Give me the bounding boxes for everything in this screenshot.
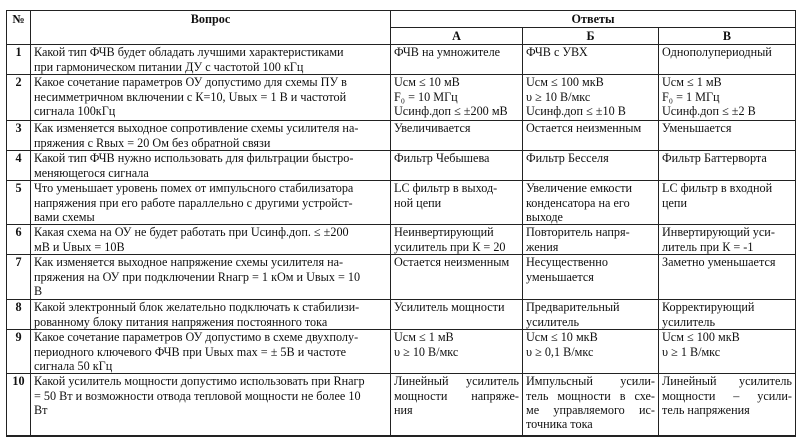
answer-a <box>391 255 523 300</box>
question-text <box>31 300 391 330</box>
question-text-line: Какое сочетание параметров ОУ допустимо для схемы ПУ в <box>34 75 347 90</box>
answer-a-line: ния <box>394 402 413 417</box>
answer-c-line: Заметно уменьшается <box>662 255 776 270</box>
header-answer-a: А <box>391 28 523 45</box>
question-text <box>31 75 391 121</box>
answer-a <box>391 121 523 151</box>
answer-b-line: Uсм ≤ 10 мкВ <box>526 330 598 345</box>
word: ис- <box>639 402 655 417</box>
answer-c <box>659 255 796 300</box>
answer-b-line: Несущественно <box>526 255 608 270</box>
question-number: 10 <box>7 374 31 436</box>
answer-c <box>659 225 796 255</box>
question-number: 9 <box>7 330 31 374</box>
word: усилитель <box>738 374 792 389</box>
header-number: № <box>7 11 31 45</box>
word: Линейный <box>394 374 449 389</box>
answer-b-line <box>526 403 655 417</box>
answer-a-line: ной цепи <box>394 195 442 210</box>
answer-c-line: F₀ = 1 МГц <box>662 89 720 104</box>
word: мощности <box>394 388 448 403</box>
answer-a-line: Uсм ≤ 10 мВ <box>394 75 460 90</box>
word: усили- <box>620 374 655 389</box>
answer-a <box>391 151 523 181</box>
answer-b <box>523 151 659 181</box>
answer-b-line: уменьшается <box>526 269 594 284</box>
question-text-line: Что уменьшает уровень помех от импульсного стабилизатора <box>34 181 354 196</box>
answer-c <box>659 330 796 374</box>
answer-b-line: Повторитель напря- <box>526 225 630 240</box>
answer-a <box>391 300 523 330</box>
answer-b <box>523 181 659 225</box>
word: Импульсный <box>526 374 593 389</box>
answer-a-line: LC фильтр в выход- <box>394 181 498 196</box>
question-number: 1 <box>7 45 31 75</box>
answer-a <box>391 45 523 75</box>
answer-b-line: Остается неизменным <box>526 121 642 136</box>
table-row <box>7 225 796 255</box>
answer-b-line: жения <box>526 239 559 254</box>
word: Линейный <box>662 374 717 389</box>
question-text <box>31 181 391 225</box>
answer-c <box>659 374 796 436</box>
answer-b <box>523 300 659 330</box>
question-text <box>31 45 391 75</box>
answer-c <box>659 45 796 75</box>
answer-c-line: литель при К = -1 <box>662 239 754 254</box>
answer-c-line: Uсинф.доп ≤ ±2 В <box>662 103 756 118</box>
answer-c-line: Однополупериодный <box>662 45 772 60</box>
table-row <box>7 255 796 300</box>
answer-c-line: υ ≥ 1 В/мкс <box>662 344 721 359</box>
answer-c <box>659 181 796 225</box>
answer-a-line: F₀ = 10 МГц <box>394 89 458 104</box>
word: управляемого <box>553 402 625 417</box>
answer-b <box>523 121 659 151</box>
question-text-line: периодного ключевого ФЧВ при Uвых max = ± 5В и частоте <box>34 344 347 359</box>
header-answer-b: Б <box>523 28 659 45</box>
question-text-line: Вт <box>34 402 48 417</box>
question-text-line: Как изменяется выходное сопротивление схемы усилителя на- <box>34 121 359 136</box>
word: тель <box>526 388 549 403</box>
answer-b <box>523 45 659 75</box>
question-text-line: несимметричном включении с К=10, Uвых = 1 В и частотой <box>34 89 347 104</box>
answer-b-line: ФЧВ с УВХ <box>526 45 588 60</box>
word: напряже- <box>471 388 519 403</box>
answer-c <box>659 121 796 151</box>
table-body <box>7 45 796 436</box>
answer-b-line: выходе <box>526 209 563 224</box>
answer-c-line: Uсм ≤ 1 мВ <box>662 75 722 90</box>
question-number: 3 <box>7 121 31 151</box>
table-row <box>7 121 796 151</box>
question-text-line: сигнала 100кГц <box>34 103 116 118</box>
word: в <box>619 388 626 403</box>
answer-c-line: тель напряжения <box>662 402 750 417</box>
word: усилитель <box>465 374 519 389</box>
header-row <box>7 11 796 28</box>
answer-a-line: Uсинф.доп ≤ ±200 мВ <box>394 103 508 118</box>
answer-b-line: усилитель <box>526 314 580 329</box>
question-text-line: В <box>34 283 43 298</box>
word: мощности <box>662 388 716 403</box>
answer-c-line: Уменьшается <box>662 121 732 136</box>
table-row <box>7 330 796 374</box>
answer-b-line: Фильтр Бесселя <box>526 151 609 166</box>
question-text <box>31 374 391 436</box>
answer-b-line: Uсинф.доп ≤ ±10 В <box>526 103 626 118</box>
table-row <box>7 75 796 121</box>
answer-b-line: Увеличение емкости <box>526 181 633 196</box>
answer-a-line: Остается неизменным <box>394 255 510 270</box>
answer-c <box>659 75 796 121</box>
table-row <box>7 45 796 75</box>
answer-b <box>523 225 659 255</box>
answer-b-line: точника тока <box>526 417 593 432</box>
question-text <box>31 121 391 151</box>
question-text-line: пряжения на ОУ при подключении Rнагр = 1 кОм и Uвых = 10 <box>34 269 361 284</box>
question-text <box>31 330 391 374</box>
answer-c-line: Корректирующий <box>662 300 755 315</box>
answer-a <box>391 330 523 374</box>
answer-a <box>391 374 523 436</box>
answer-c-line: Uсм ≤ 100 мкВ <box>662 330 740 345</box>
answer-c-line: цепи <box>662 195 687 210</box>
answer-b <box>523 255 659 300</box>
answer-a-line: Увеличивается <box>394 121 471 136</box>
table-row <box>7 374 796 436</box>
answer-c-line: усилитель <box>662 314 716 329</box>
answer-a-line: Неинвертирующий <box>394 225 494 240</box>
question-number: 8 <box>7 300 31 330</box>
question-number: 2 <box>7 75 31 121</box>
questions-table <box>6 10 796 437</box>
answer-b <box>523 75 659 121</box>
table-row <box>7 181 796 225</box>
answer-a-line: υ ≥ 10 В/мкс <box>394 344 459 359</box>
header-answers: Ответы <box>391 11 796 28</box>
question-text-line: напряжения при его работе параллельно с другими устройст- <box>34 195 353 210</box>
answer-b <box>523 374 659 436</box>
table-row <box>7 300 796 330</box>
answer-a-line: Фильтр Чебышева <box>394 151 490 166</box>
answer-c-line <box>662 389 792 403</box>
question-text-line: рованному блоку питания напряжения постоянного тока <box>34 314 328 329</box>
answer-a <box>391 75 523 121</box>
question-text-line: Какой тип ФЧВ нужно использовать для фильтрации быстро- <box>34 151 354 166</box>
answer-c-line: Инвертирующий уси- <box>662 225 775 240</box>
word: схе- <box>634 388 655 403</box>
table-row <box>7 151 796 181</box>
answer-b-line: Предварительный <box>526 300 620 315</box>
answer-a-line: Усилитель мощности <box>394 300 505 315</box>
question-text-line: при гармоническом питании ДУ с частотой 100 кГц <box>34 59 304 74</box>
question-text-line: Как изменяется выходное напряжение схемы усилителя на- <box>34 255 344 270</box>
answer-c <box>659 300 796 330</box>
question-text <box>31 225 391 255</box>
answer-a-line <box>394 389 519 403</box>
answer-b-line: υ ≥ 10 В/мкс <box>526 89 591 104</box>
word: мощности <box>557 388 611 403</box>
question-number: 4 <box>7 151 31 181</box>
question-text <box>31 151 391 181</box>
answer-b-line: Uсм ≤ 100 мкВ <box>526 75 604 90</box>
answer-a-line: ФЧВ на умножителе <box>394 45 501 60</box>
answer-c-line <box>662 374 792 388</box>
question-text-line: сигнала 50 кГц <box>34 358 113 373</box>
question-text-line: пряжения с Rвых = 20 Ом без обратной связи <box>34 135 271 150</box>
question-text-line: меняющегося сигнала <box>34 165 149 180</box>
question-text-line: мВ и Uвых = 10В <box>34 239 125 254</box>
word: – <box>733 388 740 403</box>
question-text <box>31 255 391 300</box>
question-text-line: Какое сочетание параметров ОУ допустимо в схеме двухполу- <box>34 330 359 345</box>
answer-a <box>391 225 523 255</box>
answer-a-line: усилитель при К = 20 <box>394 239 506 254</box>
question-text-line: вами схемы <box>34 209 95 224</box>
question-text-line: Какая схема на ОУ не будет работать при Uсинф.доп. ≤ ±200 <box>34 225 349 240</box>
question-text-line: Какой усилитель мощности допустимо использовать при Rнагр <box>34 374 365 389</box>
answer-a-line <box>394 374 519 388</box>
answer-c <box>659 151 796 181</box>
question-number: 7 <box>7 255 31 300</box>
question-text-line: Какой электронный блок желательно подключать к стабилизи- <box>34 300 360 315</box>
word: усили- <box>757 388 792 403</box>
answer-b-line <box>526 374 655 388</box>
answer-b-line: конденсатора на его <box>526 195 630 210</box>
answer-b <box>523 330 659 374</box>
question-number: 6 <box>7 225 31 255</box>
answer-a-line: Uсм ≤ 1 мВ <box>394 330 454 345</box>
answer-b-line: υ ≥ 0,1 В/мкс <box>526 344 594 359</box>
header-answer-c: В <box>659 28 796 45</box>
question-text-line: = 50 Вт и возможности отвода тепловой мощности не более 10 <box>34 388 361 403</box>
answer-a <box>391 181 523 225</box>
question-text-line: Какой тип ФЧВ будет обладать лучшими характеристиками <box>34 45 344 60</box>
header-question: Вопрос <box>31 11 391 45</box>
question-number: 5 <box>7 181 31 225</box>
word: ме <box>526 402 540 417</box>
answer-c-line: LC фильтр в входной <box>662 181 773 196</box>
answer-b-line <box>526 389 655 403</box>
answer-c-line: Фильтр Баттерворта <box>662 151 767 166</box>
